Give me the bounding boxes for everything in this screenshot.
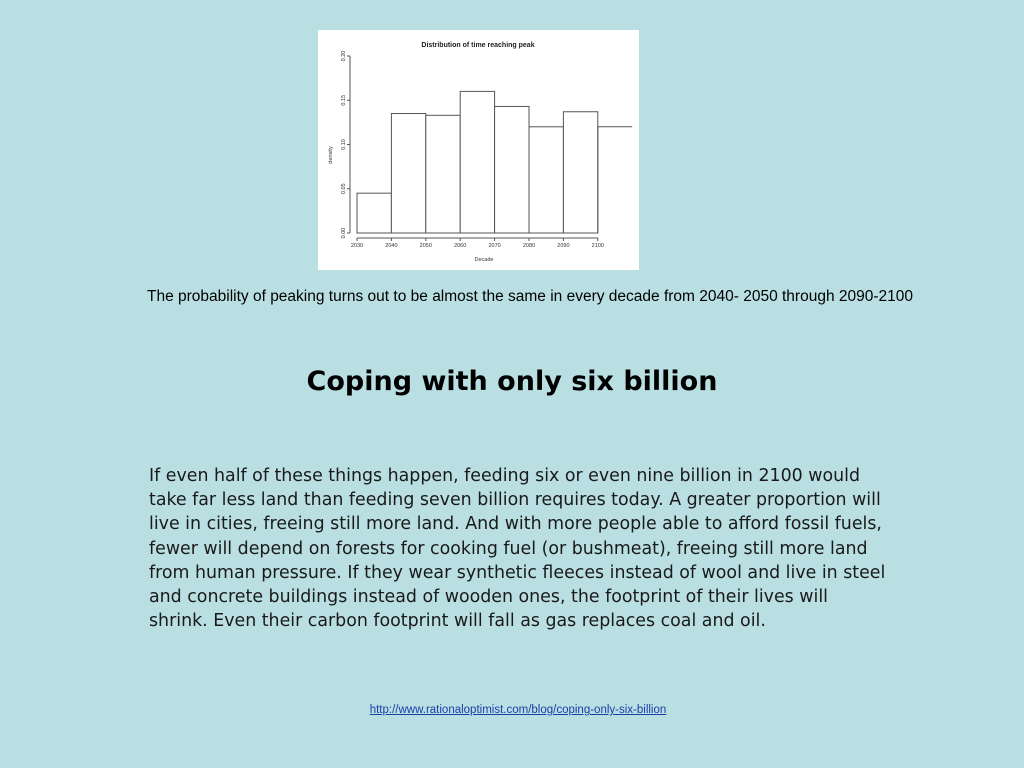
histogram-bar [598,127,632,233]
x-tick-label: 2090 [557,243,570,249]
chart-caption: The probability of peaking turns out to be almost the same in every decade from 2040- 2050 through 2090-2100 [146,288,913,305]
histogram-bar [460,91,494,233]
y-tick-label: 0.10 [341,139,347,150]
histogram-bar [357,193,391,233]
histogram-bar [563,112,597,233]
chart-title: Distribution of time reaching peak [421,42,535,49]
y-axis-label: density [328,146,334,164]
histogram-chart [318,30,639,270]
y-tick-label: 0.00 [341,227,347,239]
histogram-bar [529,127,563,233]
y-tick-label: 0.20 [341,50,347,62]
histogram-bar [391,114,425,233]
histogram-bar [495,106,529,233]
page-title: Coping with only six billion [306,366,718,397]
x-axis-label: Decade [474,257,494,263]
body-paragraph: If even half of these things happen, feeding six or even nine billion in 2100 would take far less land than feeding seven billion requires today. A greater proportion will live in cities, freeing still more land. And with more people able to afford fossil fuels, fewer will depend on forests for cooking fuel (or bushmeat), freeing still more land from human pressure. If they wear synthetic fleeces instead of wool and live in steel and concrete buildings instead of wooden ones, the footprint of their lives will shrink. Even their carbon footprint will fall as gas replaces coal and oil. [149,466,886,632]
histogram-bar [426,115,460,233]
x-tick-label: 2080 [522,243,536,249]
x-tick-label: 2050 [419,243,432,249]
x-tick-label: 2100 [591,243,604,249]
y-tick-label: 0.05 [341,183,347,195]
y-tick-label: 0.15 [341,94,347,106]
x-tick-label: 2070 [488,243,501,249]
x-tick-label: 2060 [454,243,467,249]
x-tick-label: 2040 [385,243,398,249]
histogram-svg [318,30,639,270]
source-link[interactable]: http://www.rationaloptimist.com/blog/coping-only-six-billion [369,704,667,716]
x-tick-label: 2030 [350,243,364,249]
